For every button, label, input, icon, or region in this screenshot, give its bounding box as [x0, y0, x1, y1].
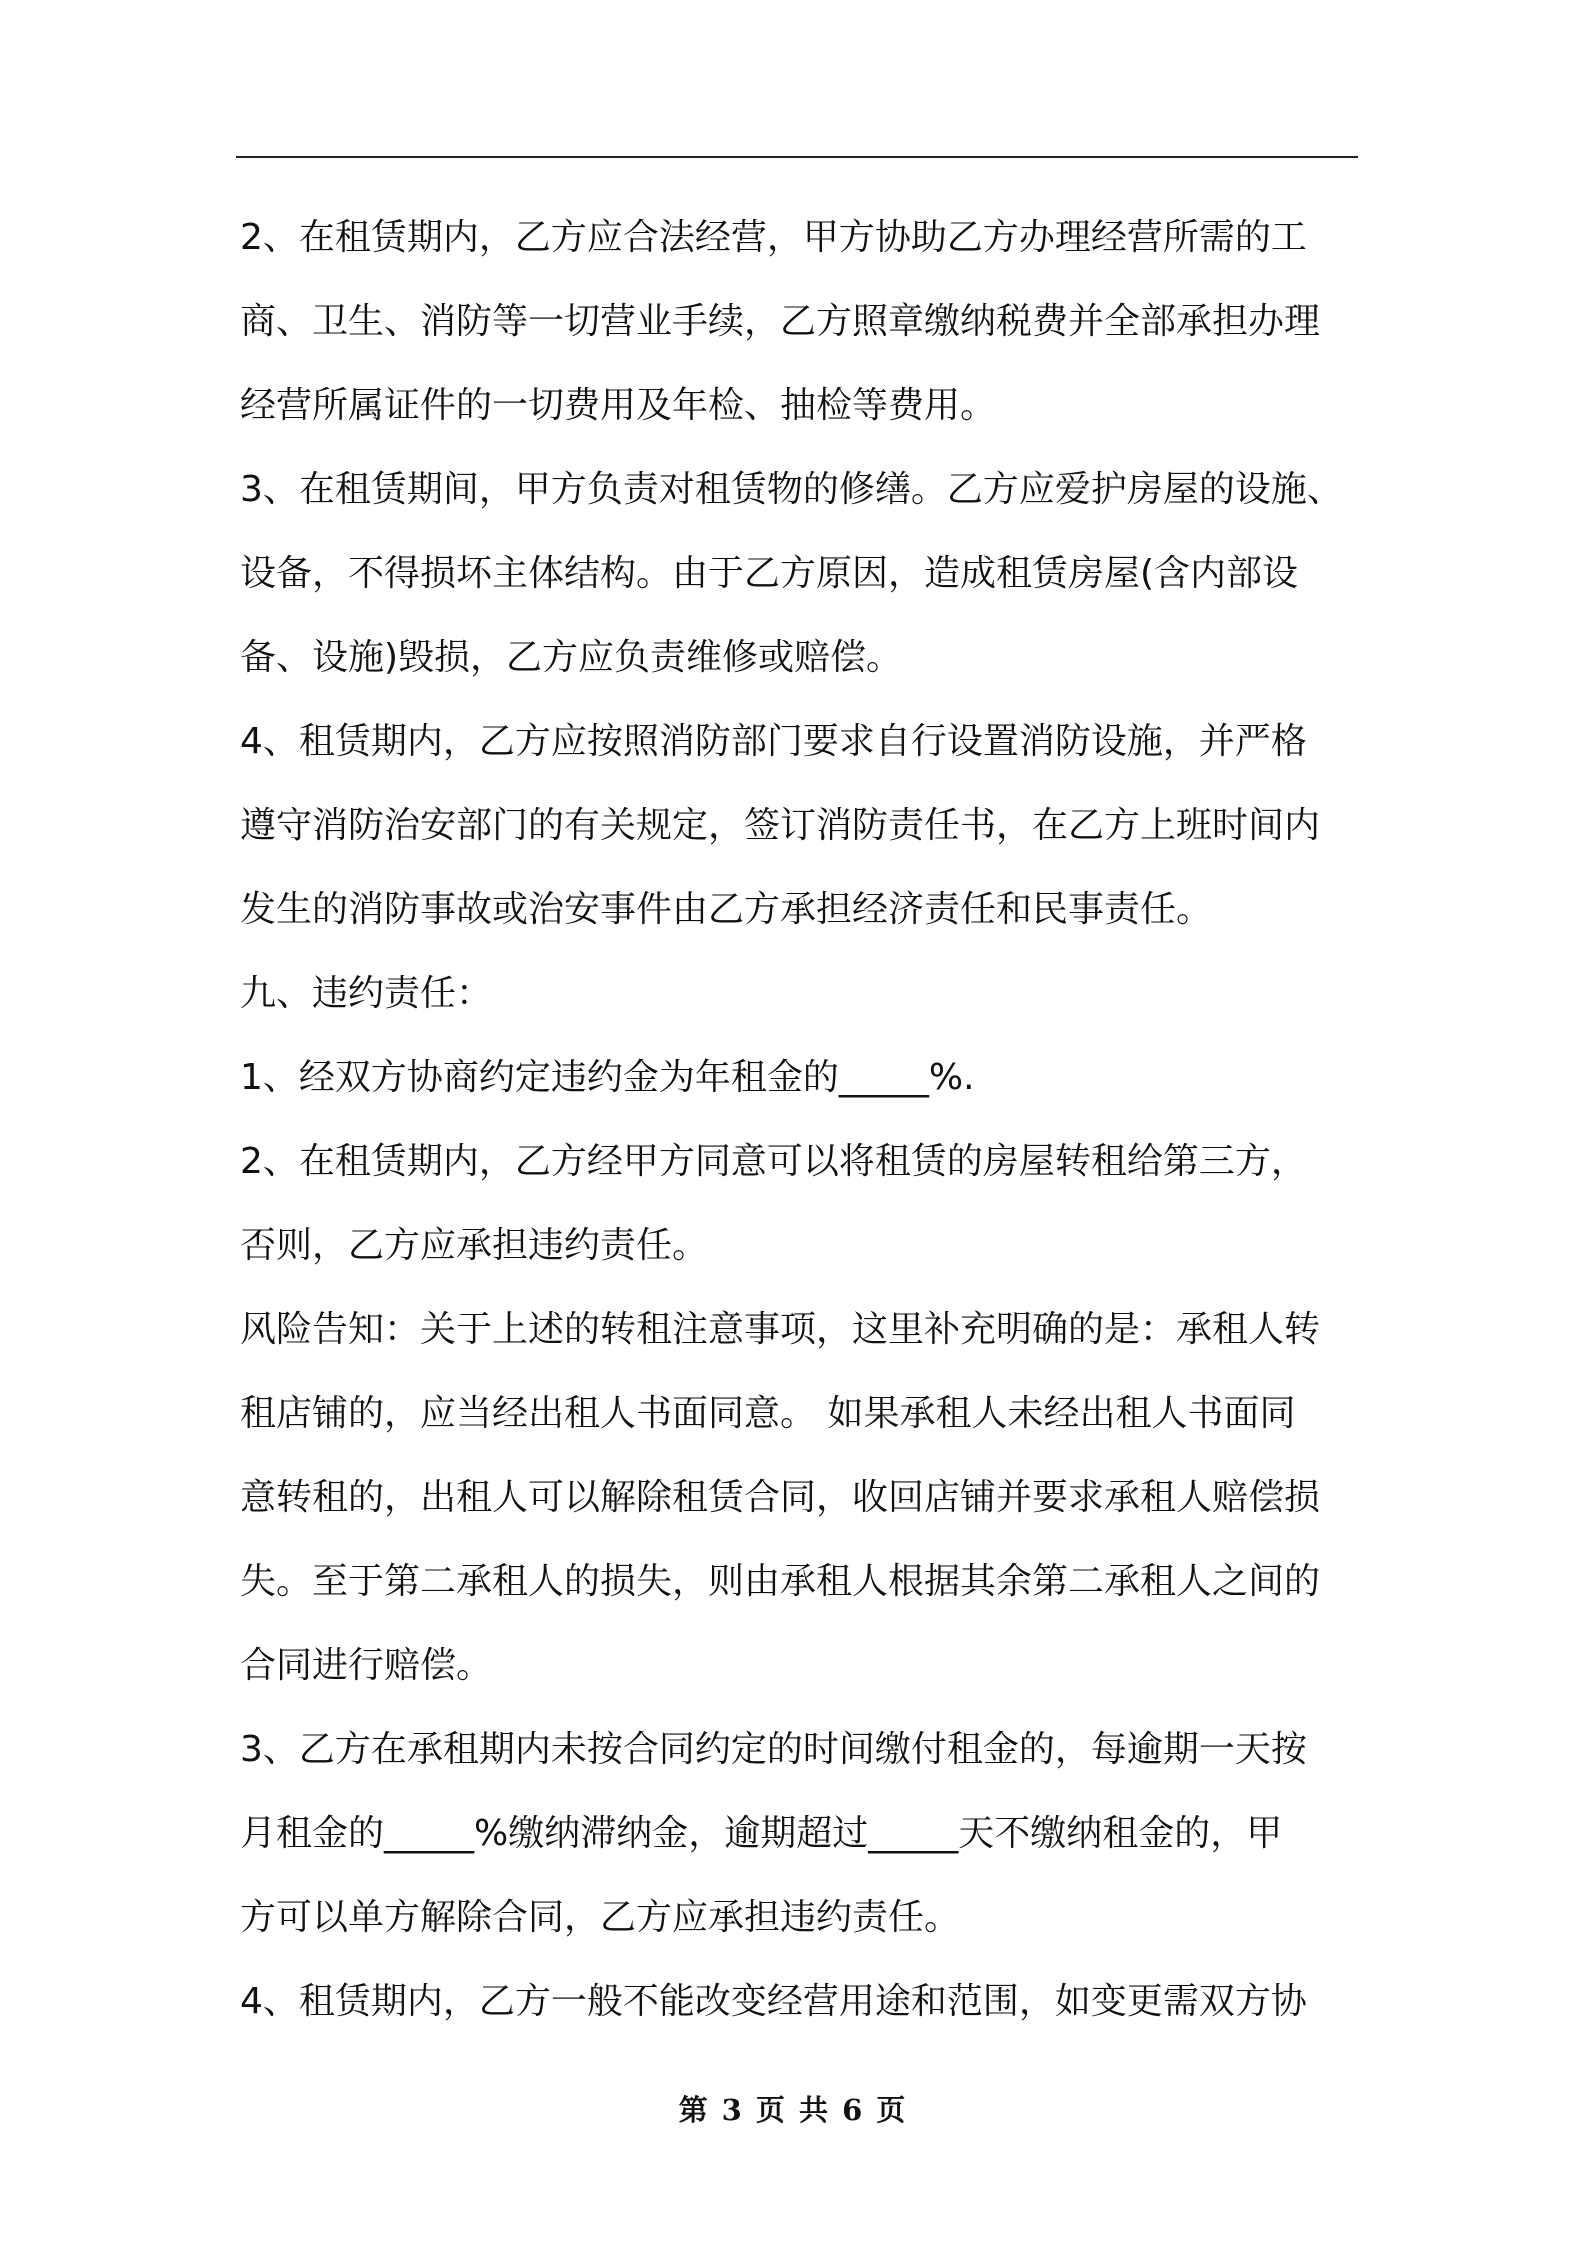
text-line: 发生的消防事故或治安事件由乙方承担经济责任和民事责任。: [240, 889, 1213, 930]
section-heading: 九、违约责任：: [240, 973, 493, 1014]
document-body: [240, 196, 1370, 2044]
text-line: 遵守消防治安部门的有关规定，签订消防责任书，在乙方上班时间内: [240, 805, 1321, 846]
text-line: 2、在租赁期内，乙方应合法经营，甲方协助乙方办理经营所需的工: [240, 217, 1307, 258]
text-line: 方可以单方解除合同，乙方应承担违约责任。: [240, 1897, 961, 1938]
text-line: 失。至于第二承租人的损失，则由承租人根据其余第二承租人之间的: [240, 1561, 1321, 1602]
page-number: 第 3 页 共 6 页: [678, 2093, 908, 2127]
text-line: 备、设施)毁损，乙方应负责维修或赔偿。: [240, 637, 903, 678]
text-line: 风险告知：关于上述的转租注意事项，这里补充明确的是：承租人转: [240, 1309, 1321, 1350]
text-line: 4、租赁期内，乙方一般不能改变经营用途和范围，如变更需双方协: [240, 1981, 1307, 2022]
text-line: 意转租的，出租人可以解除租赁合同，收回店铺并要求承租人赔偿损: [240, 1477, 1321, 1518]
text-line: 设备，不得损坏主体结构。由于乙方原因，造成租赁房屋(含内部设: [240, 553, 1299, 594]
text-line: 否则，乙方应承担违约责任。: [240, 1225, 709, 1266]
text-line: 3、乙方在承租期内未按合同约定的时间缴付租金的，每逾期一天按: [240, 1729, 1307, 1770]
text-line: 1、经双方协商约定违约金为年租金的_____%.: [240, 1057, 975, 1098]
text-line: 合同进行赔偿。: [240, 1645, 493, 1686]
text-line: 商、卫生、消防等一切营业手续，乙方照章缴纳税费并全部承担办理: [240, 301, 1321, 342]
text-line: 月租金的_____%缴纳滞纳金，逾期超过_____天不缴纳租金的，甲: [240, 1813, 1283, 1854]
text-line: 3、在租赁期间，甲方负责对租赁物的修缮。乙方应爱护房屋的设施、: [240, 469, 1343, 510]
text-line: 2、在租赁期内，乙方经甲方同意可以将租赁的房屋转租给第三方，: [240, 1141, 1307, 1182]
text-line: 租店铺的，应当经出租人书面同意。 如果承租人未经出租人书面同: [240, 1393, 1296, 1434]
text-line: 经营所属证件的一切费用及年检、抽检等费用。: [240, 385, 997, 426]
header-rule: [236, 156, 1358, 158]
text-line: 4、租赁期内，乙方应按照消防部门要求自行设置消防设施，并严格: [240, 721, 1307, 762]
